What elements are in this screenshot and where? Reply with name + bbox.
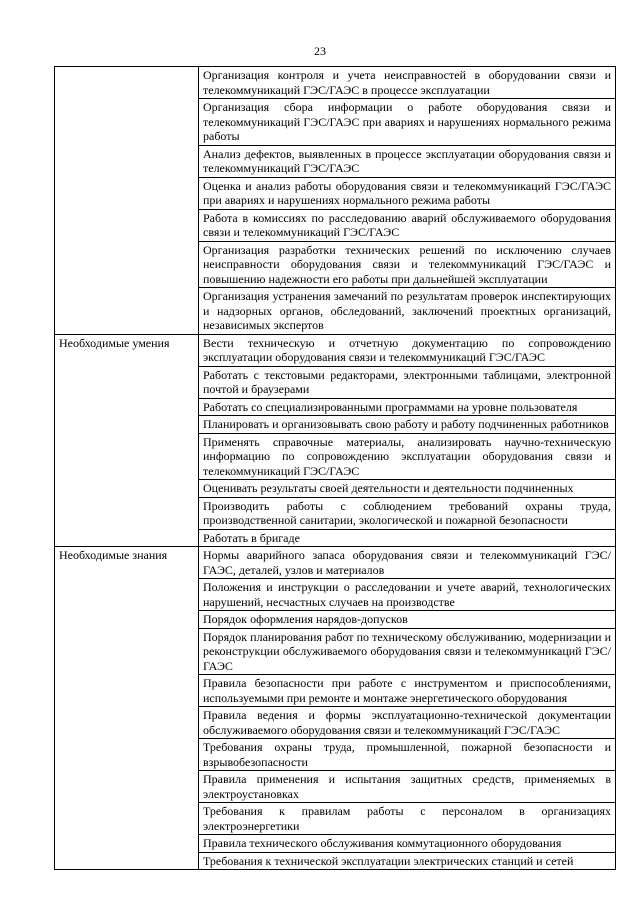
requirement-cell: Положения и инструкции о расследовании и учете аварий, технологических нарушений, несчастных случаев на производстве — [199, 579, 616, 611]
requirement-cell: Правила безопасности при работе с инструментом и приспособлениями, используемыми при ремонте и монтаже энергетического оборудования — [199, 675, 616, 707]
requirement-cell: Работать в бригаде — [199, 529, 616, 547]
requirement-cell: Работать с текстовыми редакторами, электронными таблицами, электронной почтой и браузерами — [199, 366, 616, 398]
requirement-cell: Правила применения и испытания защитных средств, применяемых в электроустановках — [199, 771, 616, 803]
requirement-cell: Оценка и анализ работы оборудования связи и телекоммуникаций ГЭС/ГАЭС при авариях и нарушениях нормального режима работы — [199, 177, 616, 209]
requirement-cell: Организация контроля и учета неисправностей в оборудовании связи и телекоммуникаций ГЭС/ГАЭС в процессе эксплуатации — [199, 67, 616, 99]
requirement-cell: Работа в комиссиях по расследованию аварий обслуживаемого оборудования связи и телекоммуникаций ГЭС/ГАЭС — [199, 209, 616, 241]
requirement-cell: Требования к правилам работы с персоналом в организациях электроэнергетики — [199, 803, 616, 835]
category-cell: Необходимые умения — [55, 334, 199, 547]
table-row — [55, 334, 616, 366]
requirement-cell: Планировать и организовывать свою работу и работу подчиненных работников — [199, 416, 616, 434]
category-cell: Необходимые знания — [55, 547, 199, 870]
requirement-cell: Организация устранения замечаний по результатам проверок инспектирующих и надзорных органов, обследований, заключений проектных организаций, независимых экспертов — [199, 288, 616, 335]
requirement-cell: Требования охраны труда, промышленной, пожарной безопасности и взрывобезопасности — [199, 739, 616, 771]
requirements-table-body — [55, 67, 616, 870]
requirement-cell: Нормы аварийного запаса оборудования связи и телекоммуникаций ГЭС/ГАЭС, деталей, узлов и материалов — [199, 547, 616, 579]
requirement-cell: Работать со специализированными программами на уровне пользователя — [199, 398, 616, 416]
requirement-cell: Вести техническую и отчетную документацию по сопровождению эксплуатации оборудования связи и телекоммуникаций ГЭС/ГАЭС — [199, 334, 616, 366]
requirement-cell: Оценивать результаты своей деятельности и деятельности подчиненных — [199, 480, 616, 498]
requirement-cell: Порядок планирования работ по техническому обслуживанию, модернизации и реконструкции обслуживаемого оборудования связи и телекоммуникаций ГЭС/ГАЭС — [199, 628, 616, 675]
requirement-cell: Применять справочные материалы, анализировать научно-техническую информацию по сопровождению эксплуатации оборудования связи и телекоммуникаций ГЭС/ГАЭС — [199, 433, 616, 480]
category-cell — [55, 67, 199, 335]
table-row — [55, 547, 616, 579]
requirement-cell: Порядок оформления нарядов-допусков — [199, 611, 616, 629]
table-row — [55, 67, 616, 99]
requirement-cell: Правила технического обслуживания коммутационного оборудования — [199, 835, 616, 853]
requirement-cell: Организация разработки технических решений по исключению случаев неисправности оборудования связи и телекоммуникаций ГЭС/ГАЭС и повышению надежности его работы при дальнейшей эксплуатации — [199, 241, 616, 288]
requirement-cell: Производить работы с соблюдением требований охраны труда, производственной санитарии, экологической и пожарной безопасности — [199, 497, 616, 529]
requirement-cell: Правила ведения и формы эксплуатационно-технической документации обслуживаемого оборудования связи и телекоммуникаций ГЭС/ГАЭС — [199, 707, 616, 739]
requirement-cell: Анализ дефектов, выявленных в процессе эксплуатации оборудования связи и телекоммуникаций ГЭС/ГАЭС — [199, 145, 616, 177]
page-number: 23 — [314, 44, 326, 58]
requirement-cell: Требования к технической эксплуатации электрических станций и сетей — [199, 852, 616, 870]
requirement-cell: Организация сбора информации о работе оборудования связи и телекоммуникаций ГЭС/ГАЭС при авариях и нарушениях нормального режима работы — [199, 99, 616, 146]
requirements-table — [54, 66, 616, 870]
